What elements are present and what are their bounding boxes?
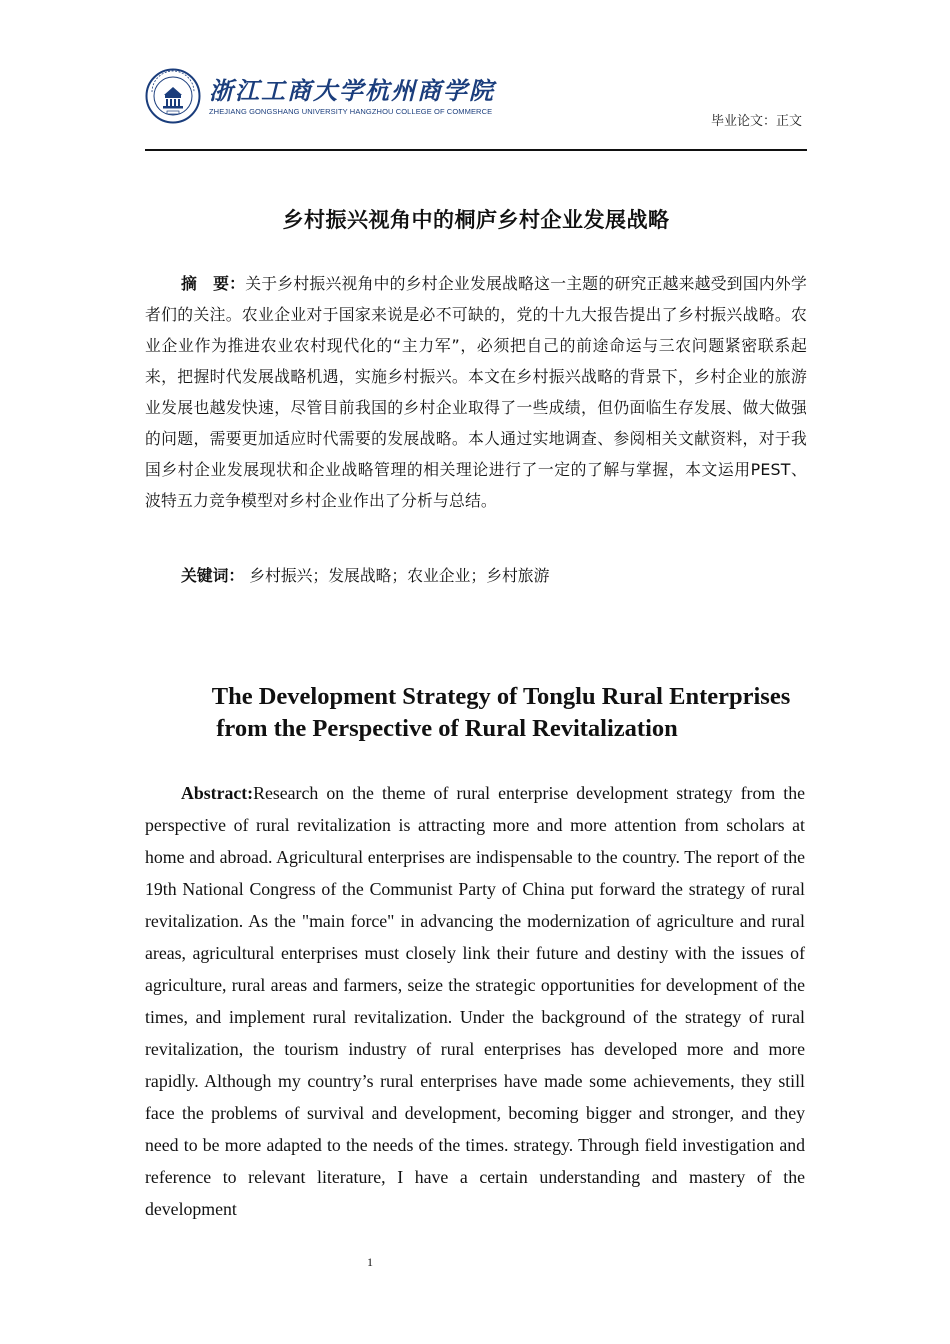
- university-seal-icon: [145, 68, 201, 124]
- english-abstract-text: Research on the theme of rural enterprise development strategy from the perspective of rural revitalization is attracting more and more attention from scholars at home and abroad. Agricultural enterprises are indispensable to the country. The report of the 19th National Congress of the Communist Party of China put forward the strategy of rural revitalization. As the "main force" in advancing the modernization of agriculture and rural areas, agricultural enterprises must closely link their future and destiny with the issues of agriculture, rural areas and farmers, seize the strategic opportunities for development of the times, and implement rural revitalization. Under the background of the strategy of rural revitalization, the tourism industry of rural enterprises has developed more and more rapidly. Although my country’s rural enterprises have made some achievements, they still face the problems of survival and development, becoming bigger and stronger, and they need to be more adapted to the needs of the times. strategy. Through field investigation and reference to relevant literature, I have a certain understanding and mastery of the development: [145, 783, 805, 1219]
- chinese-keywords: [181, 560, 549, 591]
- english-abstract-label: Abstract:: [181, 783, 254, 803]
- chinese-abstract: [145, 268, 807, 516]
- english-title-line-1: The Development Strategy of Tonglu Rural Enterprises: [211, 683, 791, 710]
- header-divider: [145, 149, 807, 151]
- chinese-keywords-label: 关键词：: [181, 566, 245, 585]
- logo-chinese-name: 浙江工商大学杭州商学院: [209, 76, 495, 105]
- university-logo: [145, 66, 495, 126]
- chinese-abstract-label: 摘 要：: [181, 274, 246, 293]
- english-title-line-2: from the Perspective of Rural Revitalization: [216, 715, 678, 742]
- chinese-title: 乡村振兴视角中的桐庐乡村企业发展战略: [282, 208, 670, 232]
- logo-english-name: ZHEJIANG GONGSHANG UNIVERSITY HANGZHOU COLLEGE OF COMMERCE: [209, 106, 493, 116]
- english-title: [145, 681, 807, 745]
- chinese-abstract-text: 关于乡村振兴视角中的乡村企业发展战略这一主题的研究正越来越受到国内外学者们的关注。农业企业对于国家来说是必不可缺的，党的十九大报告提出了乡村振兴战略。农业企业作为推进农业农村现代化的“主力军”，必须把自己的前途命运与三农问题紧密联系起来，把握时代发展战略机遇，实施乡村振兴。本文在乡村振兴战略的背景下，乡村企业的旅游业发展也越发快速，尽管目前我国的乡村企业取得了一些成绩，但仍面临生存发展、做大做强的问题，需要更加适应时代需要的发展战略。本人通过实地调查、参阅相关文献资料，对于我国乡村企业发展现状和企业战略管理的相关理论进行了一定的了解与掌握，本文运用PEST、波特五力竞争模型对乡村企业作出了分析与总结。: [145, 274, 807, 510]
- document-type-label: 毕业论文：正文: [710, 114, 802, 129]
- chinese-keywords-text: 乡村振兴；发展战略；农业企业；乡村旅游: [249, 566, 550, 585]
- english-abstract: [145, 777, 805, 1225]
- page-number: 1: [367, 1255, 373, 1269]
